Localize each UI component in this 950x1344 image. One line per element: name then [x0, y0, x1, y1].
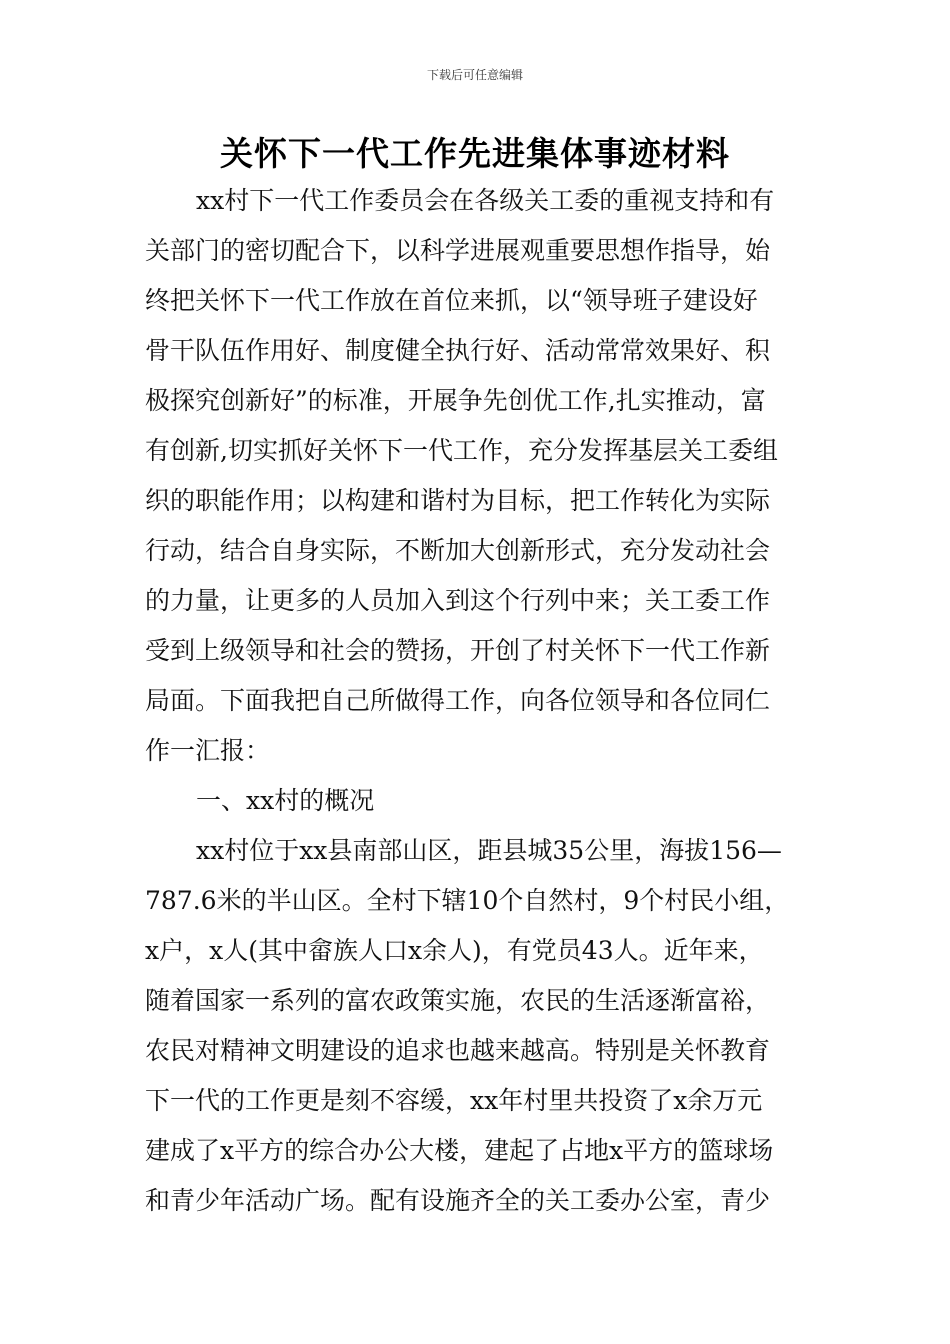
- body-line: 织的职能作用；以构建和谐村为目标，把工作转化为实际: [145, 486, 771, 515]
- body-line: 关部门的密切配合下，以科学进展观重要思想作指导，始: [145, 236, 771, 265]
- body-line: 骨干队伍作用好、制度健全执行好、活动常常效果好、积: [145, 336, 771, 365]
- body-line: xx村下一代工作委员会在各级关工委的重视支持和有: [196, 186, 775, 215]
- body-line: 终把关怀下一代工作放在首位来抓，以“领导班子建设好: [145, 286, 758, 315]
- section-heading: 一、xx村的概况: [196, 786, 375, 815]
- body-line: 和青少年活动广场。配有设施齐全的关工委办公室，青少: [145, 1186, 771, 1215]
- body-line: 极探究创新好”的标准，开展争先创优工作,扎实推动，富: [145, 386, 766, 415]
- header-note: 下载后可任意编辑: [426, 68, 523, 82]
- body-line: 随着国家一系列的富农政策实施，农民的生活逐渐富裕，: [145, 986, 771, 1015]
- body-line: 行动，结合自身实际，不断加大创新形式，充分发动社会: [145, 536, 771, 565]
- document-title: 关怀下一代工作先进集体事迹材料: [220, 134, 730, 173]
- body-line: 受到上级领导和社会的赞扬，开创了村关怀下一代工作新: [145, 636, 771, 665]
- body-line: 作一汇报：: [145, 736, 271, 765]
- body-line: 局面。下面我把自己所做得工作，向各位领导和各位同仁: [145, 686, 771, 715]
- body-line: 下一代的工作更是刻不容缓，xx年村里共投资了x余万元: [145, 1086, 763, 1115]
- body-line: 建成了x平方的综合办公大楼，建起了占地x平方的篮球场: [145, 1136, 774, 1165]
- body-line: xx村位于xx县南部山区，距县城35公里，海拔156—: [196, 836, 782, 865]
- body-line: 787.6米的半山区。全村下辖10个自然村，9个村民小组，: [145, 886, 790, 915]
- body-line: x户，x人(其中畲族人口x余人)，有党员43人。近年来，: [145, 936, 764, 965]
- body-line: 的力量，让更多的人员加入到这个行列中来；关工委工作: [145, 586, 771, 615]
- body-line: 农民对精神文明建设的追求也越来越高。特别是关怀教育: [145, 1036, 771, 1065]
- body-line: 有创新,切实抓好关怀下一代工作，充分发挥基层关工委组: [145, 436, 778, 465]
